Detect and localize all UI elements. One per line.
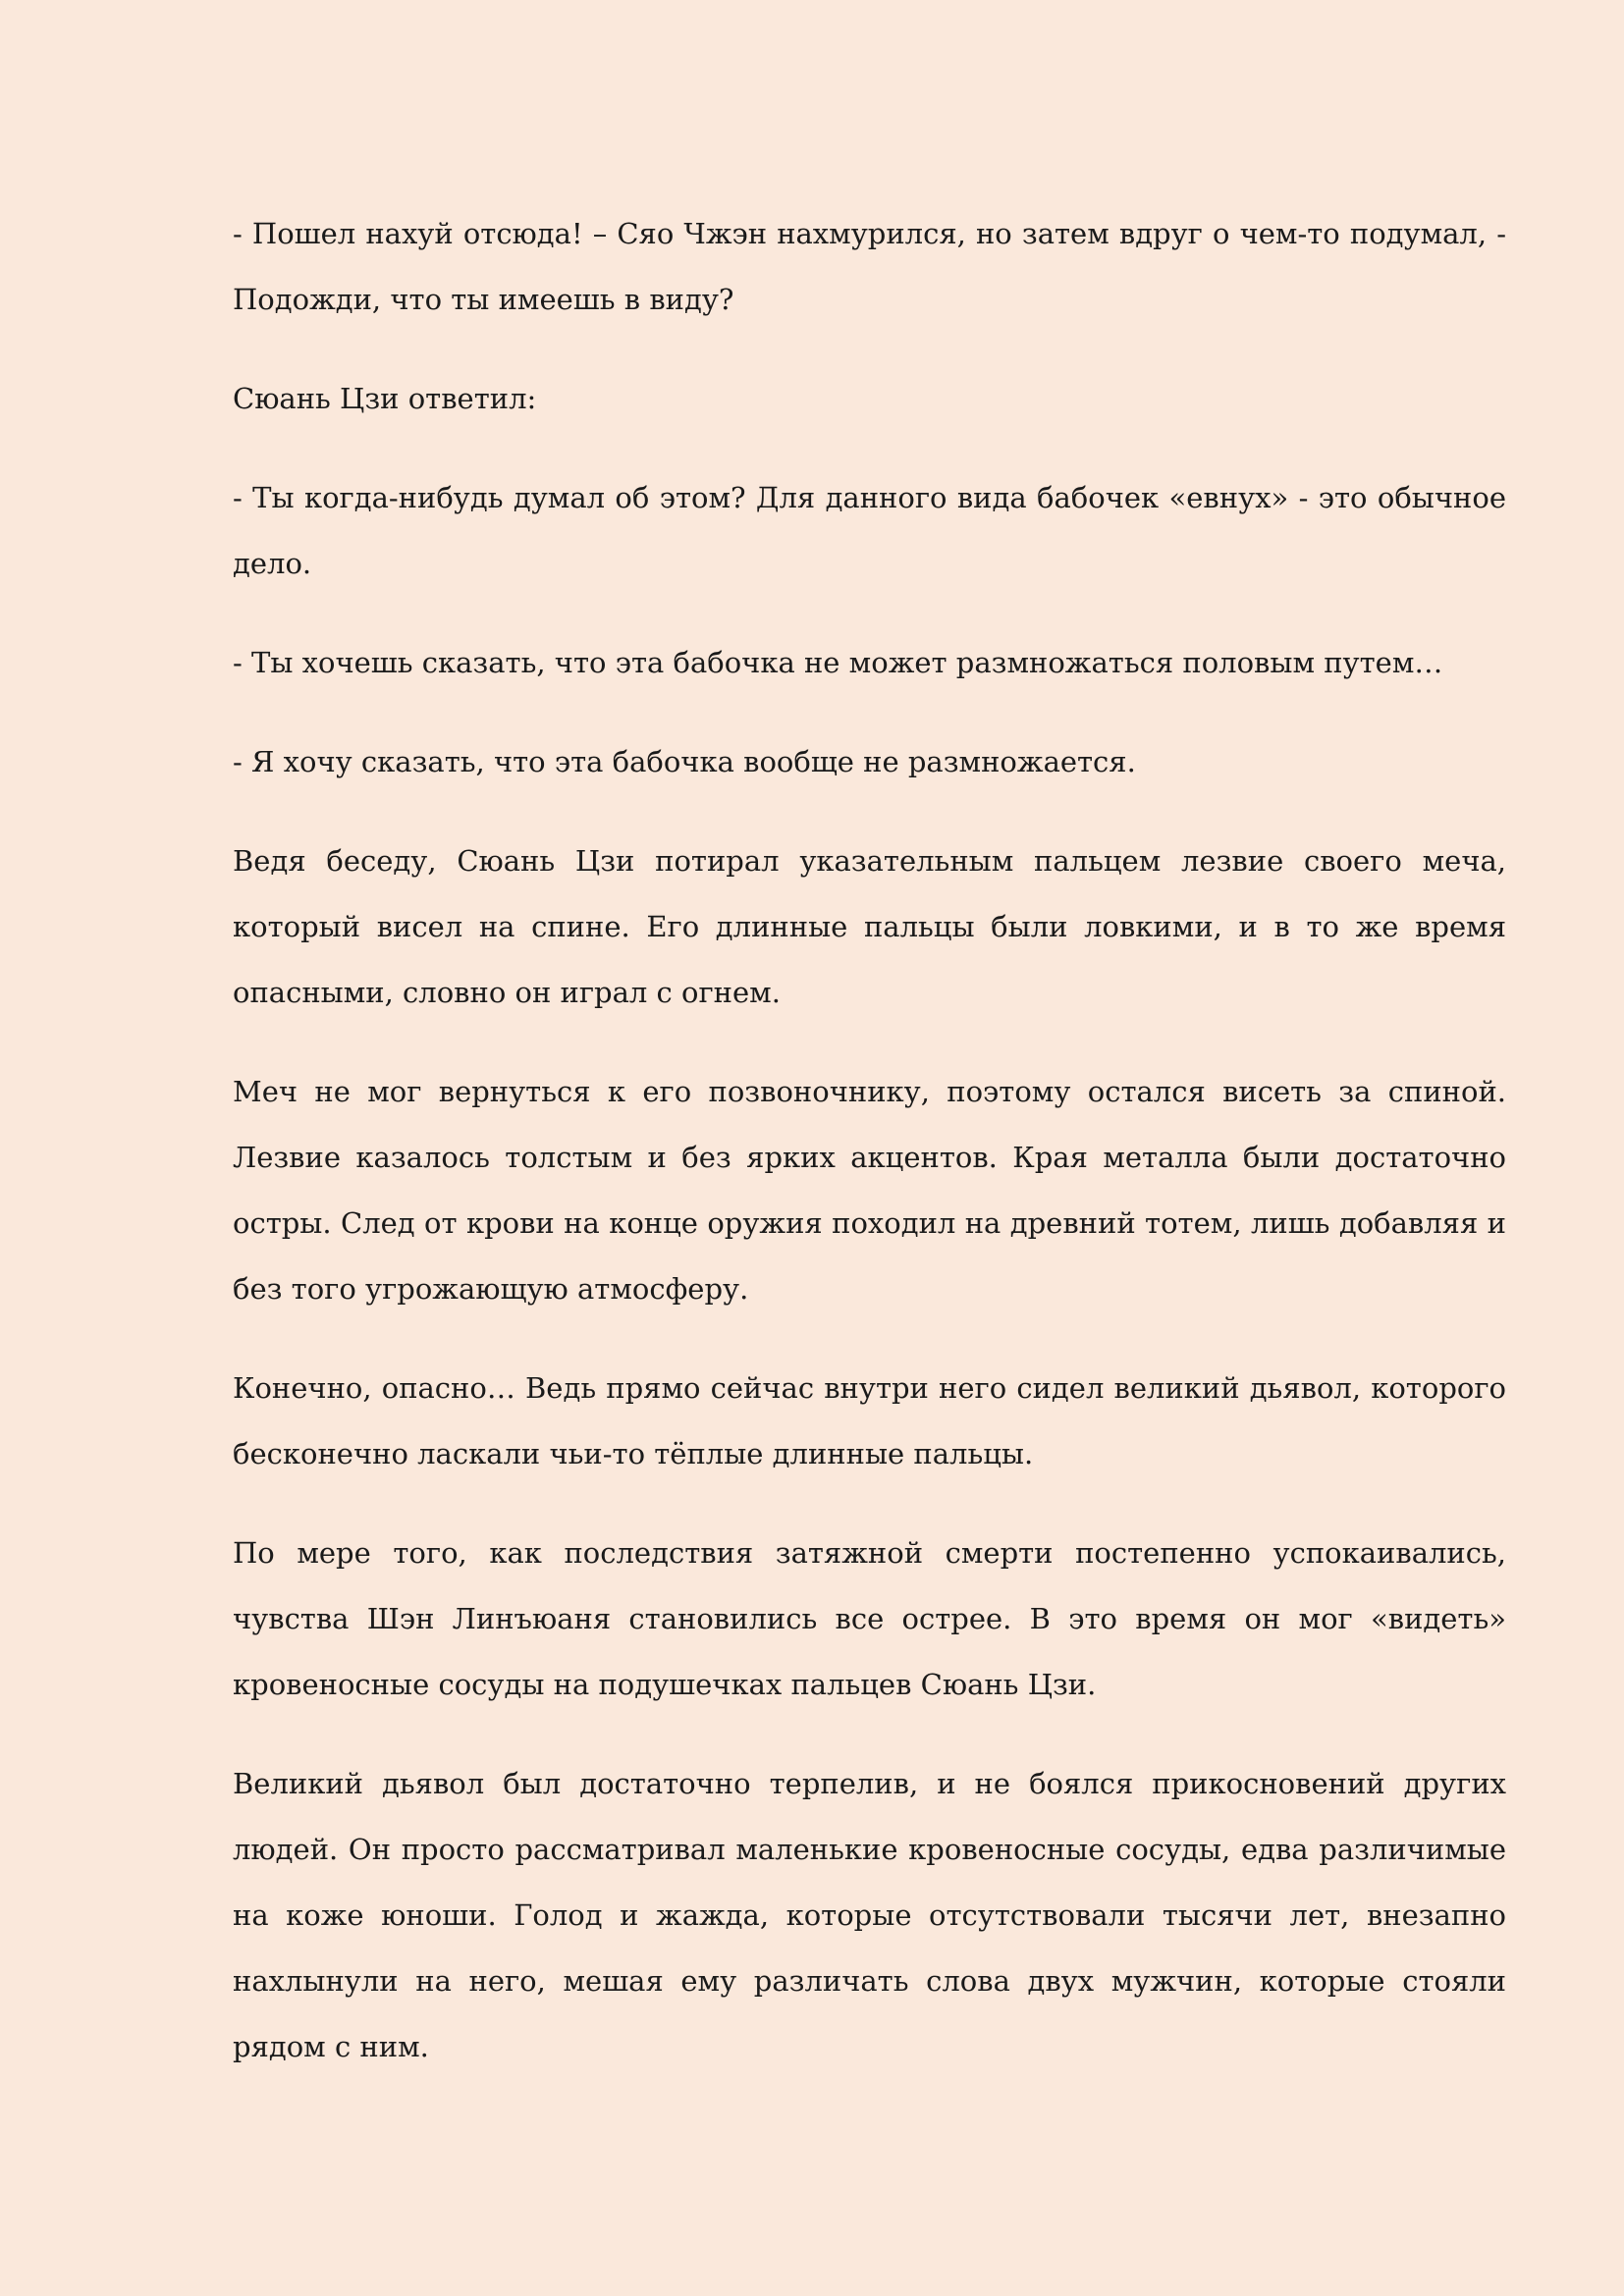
paragraph-8: Конечно, опасно… Ведь прямо сейчас внутри него сидел великий дьявол, которого бесконечно ласкали чьи-то тёплые длинные пальцы.: [233, 1371, 1506, 1470]
document-body: [233, 201, 1506, 2080]
paragraph-2: Сюань Цзи ответил:: [233, 382, 537, 415]
paragraph-6: Ведя беседу, Сюань Цзи потирал указательным пальцем лезвие своего меча, который висел на спине. Его длинные пальцы были ловкими, и в то же время опасными, словно он играл с огнем.: [233, 844, 1506, 1009]
paragraph-5: - Я хочу сказать, что эта бабочка вообще не размножается.: [233, 745, 1136, 778]
paragraph-9: По мере того, как последствия затяжной смерти постепенно успокаивались, чувства Шэн Линъюаня становились все острее. В это время он мог «видеть» кровеносные сосуды на подушечках пальцев Сюань Цзи.: [233, 1536, 1506, 1701]
paragraph-1: - Пошел нахуй отсюда! – Сяо Чжэн нахмурился, но затем вдруг о чем-то подумал, - Подожди, что ты имеешь в виду?: [233, 217, 1506, 316]
paragraph-10: Великий дьявол был достаточно терпелив, и не боялся прикосновений других людей. Он просто рассматривал маленькие кровеносные сосуды, едва различимые на коже юноши. Голод и жажда, которые отсутствовали тысячи лет, внезапно нахлынули на него, мешая ему различать слова двух мужчин, которые стояли рядом с ним.: [233, 1767, 1506, 2063]
paragraph-3: - Ты когда-нибудь думал об этом? Для данного вида бабочек «евнух» - это обычное дело.: [233, 481, 1506, 580]
paragraph-4: - Ты хочешь сказать, что эта бабочка не может размножаться половым путем…: [233, 646, 1443, 679]
paragraph-7: Меч не мог вернуться к его позвоночнику, поэтому остался висеть за спиной. Лезвие казалось толстым и без ярких акцентов. Края металла были достаточно остры. След от крови на конце оружия походил на древний тотем, лишь добавляя и без того угрожающую атмосферу.: [233, 1075, 1506, 1306]
